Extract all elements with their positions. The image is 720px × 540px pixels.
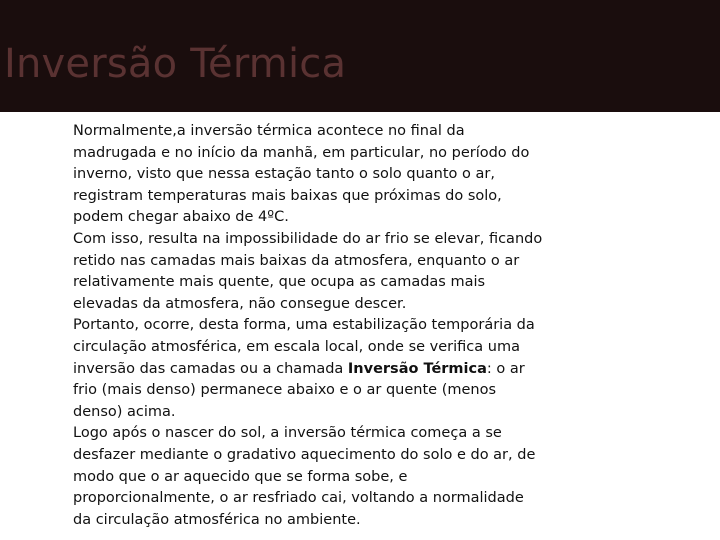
title-bar (0, 0, 720, 112)
term-inversao-termica: Inversão Térmica (347, 360, 487, 377)
paragraph-1: Normalmente,a inversão térmica acontece no final da madrugada e no início da manhã, em particular, no período do inverno, visto que nessa estação tanto o solo quanto o ar, registram temperaturas mais baixas que próximas do solo, podem chegar abaixo de 4ºC. (73, 123, 530, 226)
paragraph-4: Logo após o nascer do sol, a inversão térmica começa a se desfazer mediante o gradativo aquecimento do solo e do ar, de modo que o ar aquecido que se forma sobe, e proporcionalmente, o ar resfriado cai, voltando a normalidade da circulação atmosférica no ambiente. (73, 425, 536, 528)
slide-title: Inversão Térmica (4, 41, 347, 87)
body-text (73, 121, 543, 531)
paragraph-3 (73, 315, 543, 423)
paragraph-2: Com isso, resulta na impossibilidade do ar frio se elevar, ficando retido nas camadas mais baixas da atmosfera, enquanto o ar relativamente mais quente, que ocupa as camadas mais elevadas da atmosfera, não consegue descer. (73, 230, 543, 312)
paragraph-3-text-start: Portanto, ocorre, desta forma, uma estabilização temporária da circulação atmosférica, em escala local, onde se verifica uma inversão das camadas ou a chamada (73, 317, 535, 377)
paragraph-3-text-end: : o ar frio (mais denso) permanece abaixo e o ar quente (menos denso) acima. (73, 360, 525, 420)
